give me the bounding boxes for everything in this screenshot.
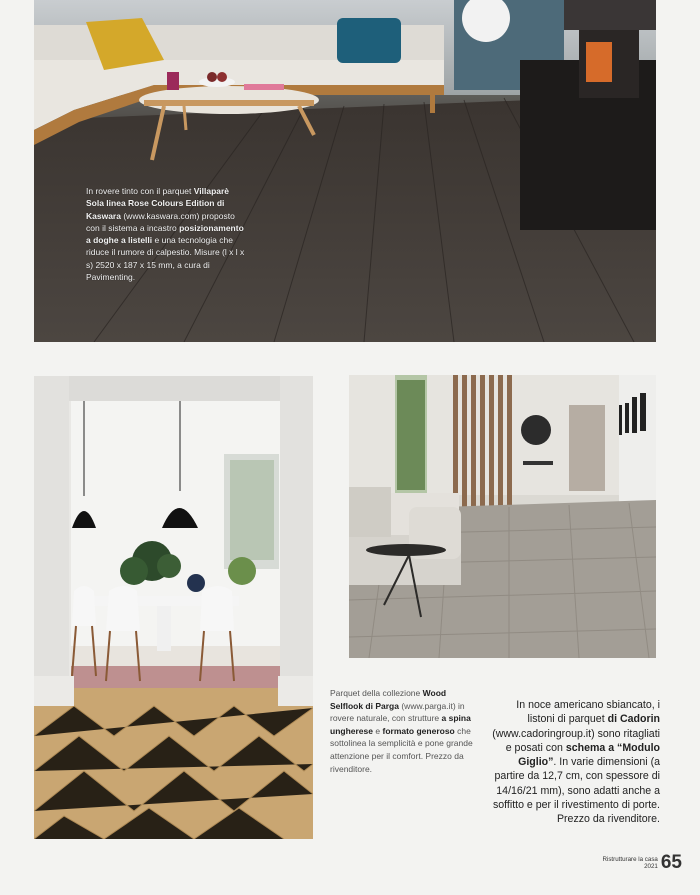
modulo-giglio-illustration bbox=[349, 375, 656, 658]
page-footer bbox=[602, 852, 682, 874]
dining-room-illustration bbox=[34, 376, 313, 839]
photo-living-room-modulo-giglio bbox=[349, 375, 656, 658]
photo-living-room-dark-parquet bbox=[34, 0, 656, 342]
magazine-year: 2021 bbox=[644, 863, 658, 870]
magazine-info bbox=[602, 856, 657, 870]
living-room-illustration bbox=[34, 0, 656, 342]
top-photo-caption: In rovere tinto con il parquet Villaparè Sola linea Rose Colours Edition di Kaswara (www.kaswara.com) proposto con il sistema a incastro posizionamento a doghe a listelli e una tecnologia che riduce il rumore di calpestio. Misure (l x l x s) 2520 x 187 x 15 mm, a cura di Pavimenting. bbox=[86, 186, 245, 283]
page-number: 65 bbox=[660, 852, 682, 873]
photo-dining-room-herringbone bbox=[34, 376, 313, 839]
cadorin-caption: In noce americano sbiancato, i listoni di parquet di Cadorin (www.cadoringroup.it) sono ritagliati e posati con schema a “Modulo Giglio”. In varie dimensioni (a partire da 12,7 cm, con spessore di 14/16/21 mm), sono adatti anche a soffitto e per il rivestimento di porte. Prezzo da rivenditore. bbox=[492, 699, 660, 826]
herringbone-caption: Parquet della collezione Wood Selflook di Parga (www.parga.it) in rovere naturale, con strutture a spina ungherese e formato generoso che sottolinea la semplicità e pone grande attenzione per il comfort. Prezzo da rivenditore. bbox=[330, 688, 473, 774]
magazine-title: Ristrutturare la casa bbox=[602, 856, 658, 863]
